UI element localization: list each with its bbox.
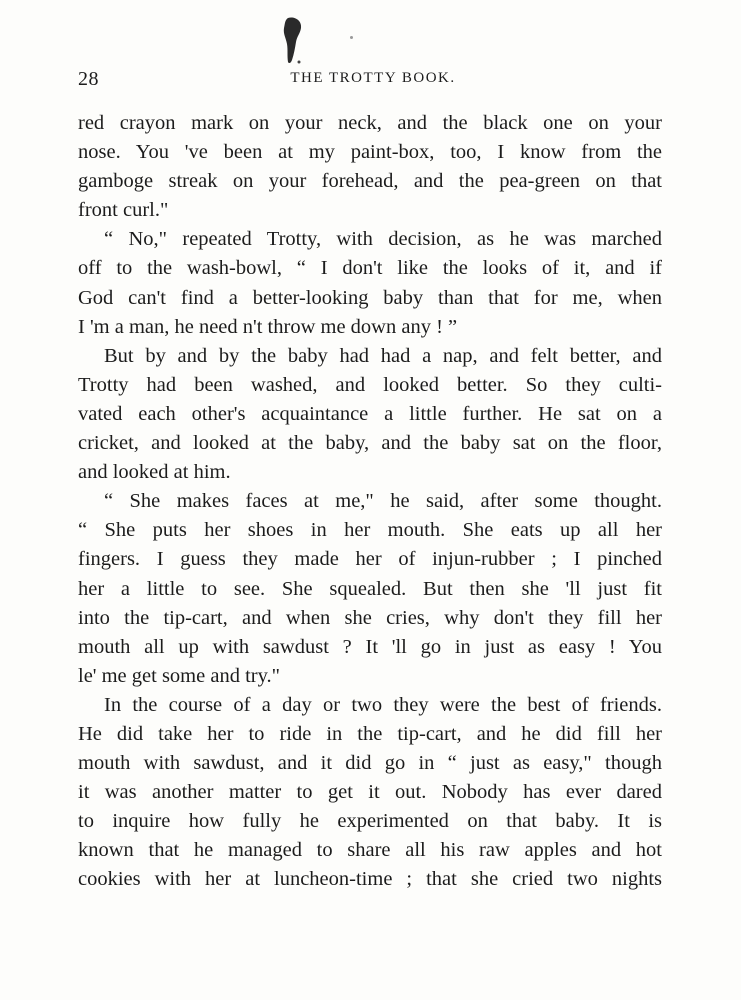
text-line: cricket, and looked at the baby, and the baby sat on the floor,: [78, 432, 662, 455]
ink-blot-mark: [282, 16, 304, 66]
ink-speck: [350, 36, 353, 39]
text-line: into the tip-cart, and when she cries, why don't they fill her: [78, 606, 662, 629]
text-line: I 'm a man, he need n't throw me down any ! ”: [78, 315, 458, 338]
text-line: le' me get some and try.": [78, 664, 281, 687]
text-line: it was another matter to get it out. Nobody has ever dared: [78, 781, 662, 804]
text-line: front curl.": [78, 199, 169, 222]
text-line: “ No," repeated Trotty, with decision, as he was marched: [104, 228, 662, 251]
running-title: THE TROTTY BOOK.: [290, 70, 456, 86]
text-line: But by and by the baby had had a nap, and felt better, and: [104, 344, 662, 367]
text-line: mouth all up with sawdust ? It 'll go in just as easy ! You: [78, 635, 662, 658]
text-line: her a little to see. She squealed. But then she 'll just fit: [78, 577, 662, 600]
text-line: In the course of a day or two they were the best of friends.: [104, 693, 662, 716]
text-line: fingers. I guess they made her of injun-rubber ; I pinched: [78, 548, 662, 571]
text-line: Trotty had been washed, and looked better. So they culti-: [78, 373, 662, 396]
text-line: and looked at him.: [78, 461, 231, 484]
text-line: to inquire how fully he experimented on that baby. It is: [78, 810, 662, 833]
text-line: gamboge streak on your forehead, and the pea-green on that: [78, 170, 662, 193]
text-line: God can't find a better-looking baby than that for me, when: [78, 286, 662, 309]
text-line: “ She makes faces at me," he said, after some thought.: [104, 490, 662, 513]
text-line: mouth with sawdust, and it did go in “ just as easy," though: [78, 752, 662, 775]
page-header: [78, 68, 668, 92]
page-number: 28: [78, 68, 99, 90]
text-line: cookies with her at luncheon-time ; that she cried two nights: [78, 868, 662, 891]
text-line: red crayon mark on your neck, and the black one on your: [78, 112, 662, 134]
text-line: vated each other's acquaintance a little further. He sat on a: [78, 402, 662, 425]
body-text: [78, 109, 662, 895]
text-line: known that he managed to share all his raw apples and hot: [78, 839, 662, 862]
text-line: nose. You 've been at my paint-box, too, I know from the: [78, 141, 662, 164]
text-line: “ She puts her shoes in her mouth. She eats up all her: [78, 519, 662, 542]
text-line: off to the wash-bowl, “ I don't like the looks of it, and if: [78, 257, 662, 280]
text-line: He did take her to ride in the tip-cart, and he did fill her: [78, 722, 662, 745]
